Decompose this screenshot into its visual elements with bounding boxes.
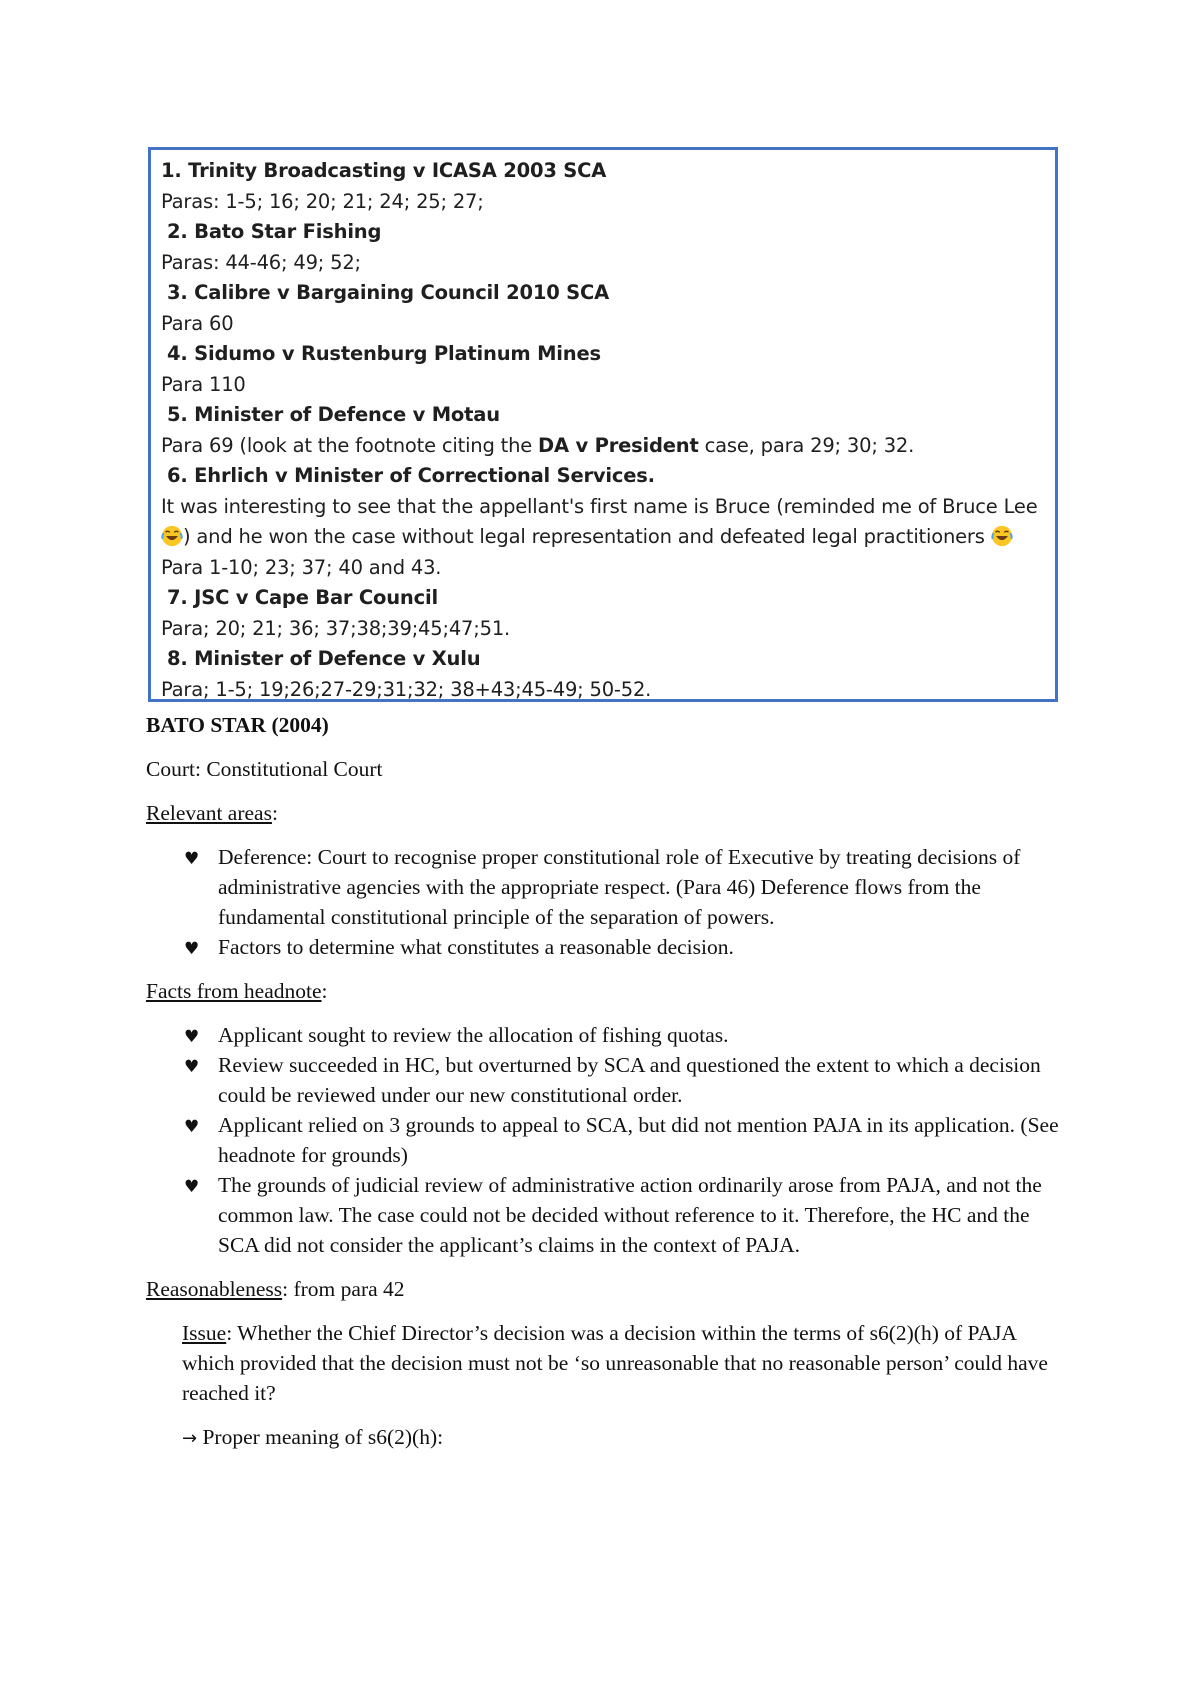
- relevant-areas-heading: [146, 798, 1066, 828]
- heart-bullet-icon: ♥: [184, 1117, 200, 1137]
- list-item-text: Deference: Court to recognise proper constitutional role of Executive by treating decisions of administrative agencies with the appropriate respect. (Para 46) Deference flows from the fundamental constitutional principle of the separation of powers.: [218, 845, 1021, 929]
- reasonableness-label: Reasonableness: [146, 1277, 283, 1301]
- case-paras-text: case, para 29; 30; 32.: [698, 433, 915, 457]
- case-title: 4. Sidumo v Rustenburg Platinum Mines: [167, 342, 601, 365]
- reasonableness-text: : from para 42: [282, 1277, 405, 1301]
- heart-bullet-icon: ♥: [184, 1177, 200, 1197]
- list-item: [184, 932, 1066, 962]
- issue-label: Issue: [182, 1321, 227, 1345]
- case-paras: Para 1-10; 23; 37; 40 and 43.: [161, 555, 442, 579]
- facts-label: Facts from headnote: [146, 979, 322, 1003]
- list-item-text: Factors to determine what constitutes a reasonable decision.: [218, 935, 734, 959]
- facts-heading: [146, 976, 1066, 1006]
- list-item: [184, 1170, 1066, 1260]
- relevant-areas-list: [146, 842, 1066, 962]
- case-note: It was interesting to see that the appellant's first name is Bruce (reminded me of Bruce Lee: [161, 494, 1038, 518]
- case-heading: BATO STAR (2004): [146, 713, 329, 737]
- heart-bullet-icon: ♥: [184, 1027, 200, 1047]
- list-item: [184, 842, 1066, 932]
- case-title: 8. Minister of Defence v Xulu: [167, 647, 481, 670]
- case-paras: Para; 20; 21; 36; 37;38;39;45;47;51.: [161, 616, 511, 640]
- reasonableness-heading: [146, 1274, 1066, 1304]
- issue-paragraph: [146, 1318, 1066, 1408]
- list-item-text: Applicant sought to review the allocation of fishing quotas.: [218, 1023, 729, 1047]
- list-item: [184, 1050, 1066, 1110]
- heart-bullet-icon: ♥: [184, 939, 200, 959]
- list-item: [184, 1020, 1066, 1050]
- case-notes: [146, 700, 1066, 1454]
- case-paras: Paras: 1-5; 16; 20; 21; 24; 25; 27;: [161, 189, 484, 213]
- case-paras: [161, 431, 1047, 462]
- case-note: [161, 522, 1047, 553]
- list-item-text: Applicant relied on 3 grounds to appeal to SCA, but did not mention PAJA in its application. (See headnote for grounds): [218, 1113, 1059, 1167]
- case-paras: Para 60: [161, 311, 234, 335]
- laughing-crying-emoji-icon: [161, 525, 183, 547]
- proper-meaning-text: Proper meaning of s6(2)(h):: [197, 1425, 444, 1449]
- issue-text: : Whether the Chief Director’s decision was a decision within the terms of s6(2)(h) of PAJA which provided that the decision must not be ‘so unreasonable that no reasonable person’ could have reached it?: [182, 1321, 1048, 1405]
- case-title: 1. Trinity Broadcasting v ICASA 2003 SCA: [161, 159, 607, 182]
- case-paras: Para; 1-5; 19;26;27-29;31;32; 38+43;45-49; 50-52.: [161, 677, 652, 701]
- case-title: 6. Ehrlich v Minister of Correctional Services.: [167, 464, 655, 487]
- heart-bullet-icon: ♥: [184, 1057, 200, 1077]
- case-title: 7. JSC v Cape Bar Council: [167, 586, 438, 609]
- case-title: 2. Bato Star Fishing: [167, 220, 382, 243]
- relevant-areas-label: Relevant areas: [146, 801, 272, 825]
- right-arrow-icon: →: [182, 1428, 198, 1449]
- laughing-crying-emoji-icon: [991, 525, 1013, 547]
- heading-colon: :: [271, 801, 278, 825]
- heading-colon: :: [321, 979, 328, 1003]
- case-title: 5. Minister of Defence v Motau: [167, 403, 500, 426]
- case-title: 3. Calibre v Bargaining Council 2010 SCA: [167, 281, 610, 304]
- case-paras: Para 110: [161, 372, 246, 396]
- case-list-box: [148, 147, 1058, 702]
- proper-meaning-line: [146, 1422, 1066, 1454]
- case-note-text: ) and he won the case without legal representation and defeated legal practitioners: [183, 525, 985, 548]
- court-line: Court: Constitutional Court: [146, 757, 383, 781]
- cited-case-name: DA v President: [538, 433, 699, 457]
- facts-list: [146, 1020, 1066, 1260]
- case-paras-text: Para 69 (look at the footnote citing the: [161, 433, 539, 457]
- list-item: [184, 1110, 1066, 1170]
- case-paras: Paras: 44-46; 49; 52;: [161, 250, 361, 274]
- list-item-text: The grounds of judicial review of administrative action ordinarily arose from PAJA, and not the common law. The case could not be decided without reference to it. Therefore, the HC and the SCA did not consider the applicant’s claims in the context of PAJA.: [218, 1173, 1042, 1257]
- heart-bullet-icon: ♥: [184, 849, 200, 869]
- list-item-text: Review succeeded in HC, but overturned by SCA and questioned the extent to which a decision could be reviewed under our new constitutional order.: [218, 1053, 1041, 1107]
